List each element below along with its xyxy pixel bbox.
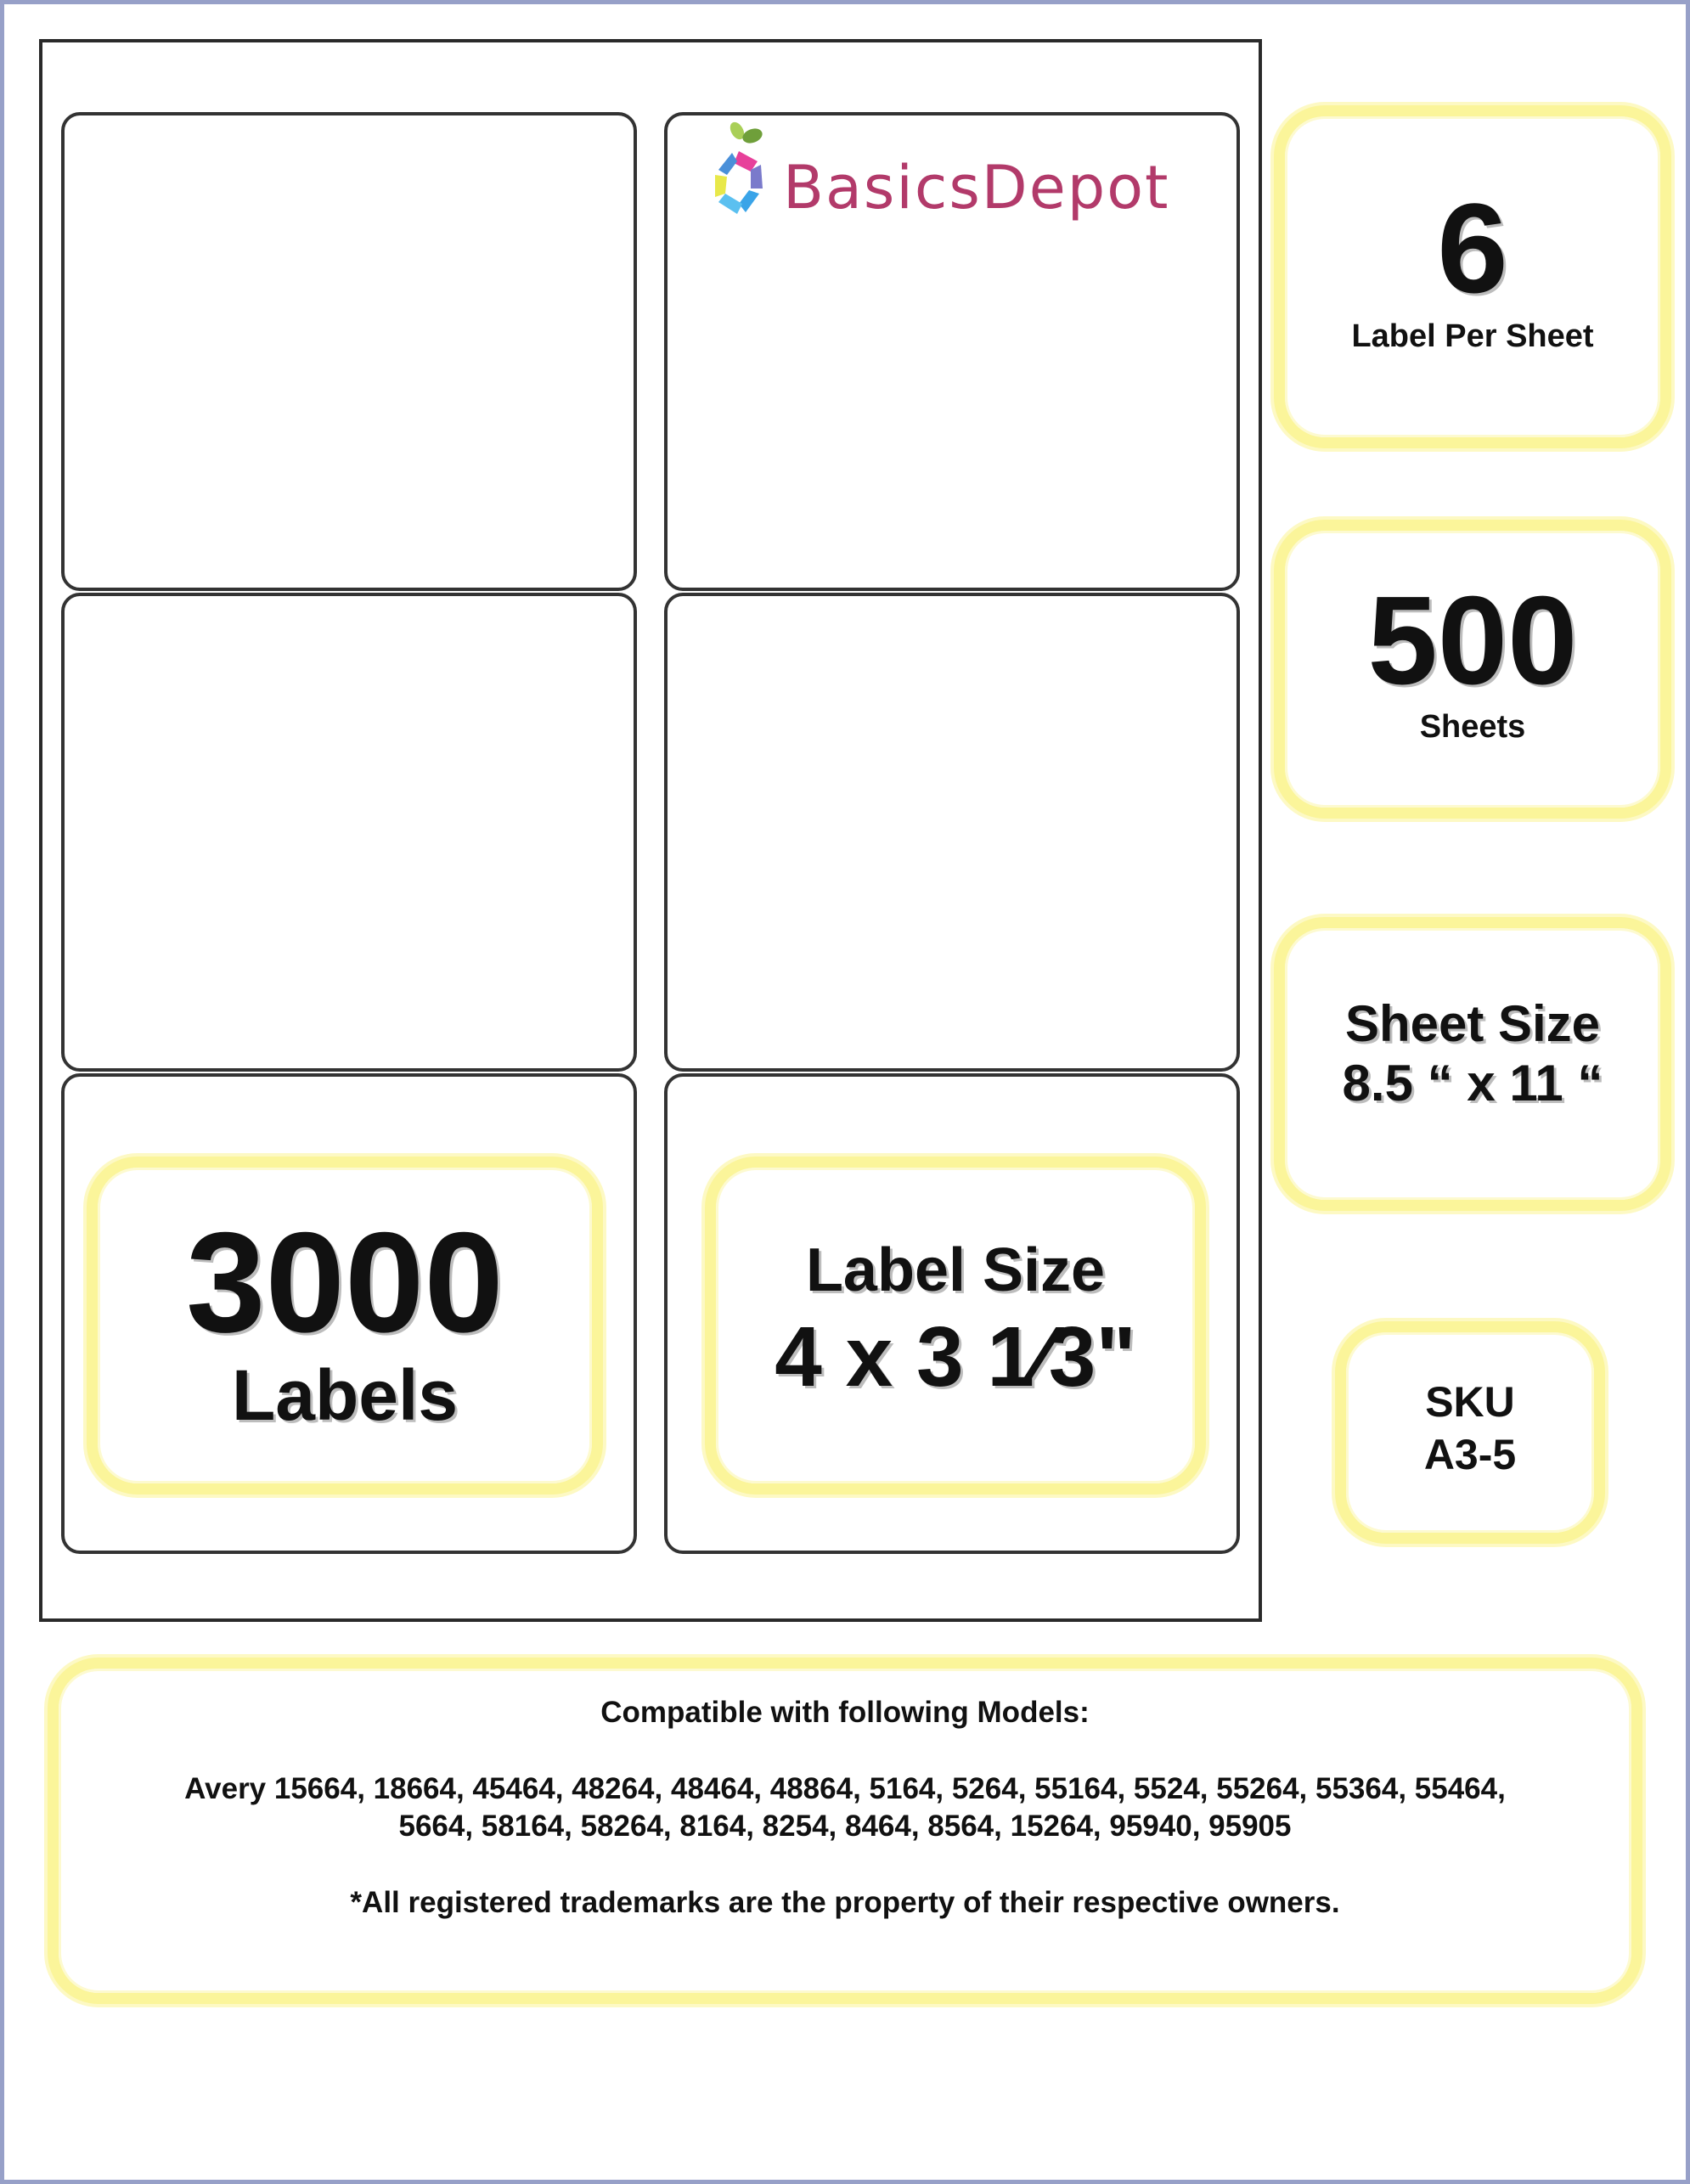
label-size-title: Label Size [805,1236,1106,1304]
sheet-size-value: 8.5 “ x 11 “ [1342,1055,1603,1112]
label-size-value: 4 x 3 1⁄3" [775,1309,1136,1404]
compat-models-line-2: 5664, 58164, 58264, 8164, 8254, 8464, 8564, 15264, 95940, 95905 [398,1810,1292,1843]
sheets-count-box [1274,520,1671,819]
brand-logo [698,121,1225,231]
sku-label: SKU [1425,1378,1515,1426]
labels-per-sheet-box [1274,105,1671,448]
label-count-value: 3000 [186,1202,504,1362]
labels-per-sheet-label: Label Per Sheet [1351,318,1594,354]
sheet-size-box [1274,917,1671,1211]
labels-per-sheet-value: 6 [1437,177,1508,319]
brand-logo-icon [698,121,783,231]
label-count-box [87,1157,603,1494]
label-cell-3 [61,593,637,1072]
sku-box [1335,1321,1605,1544]
label-cell-4 [664,593,1240,1072]
sku-value: A3-5 [1423,1431,1517,1478]
compat-heading: Compatible with following Models: [600,1696,1090,1729]
sheets-count-label: Sheets [1419,709,1526,745]
compatibility-box [48,1658,1642,2004]
brand-name: BasicsDepot [783,153,1170,222]
label-cell-1 [61,112,637,591]
sheets-count-value: 500 [1367,571,1578,711]
sheet-size-title: Sheet Size [1344,995,1601,1052]
label-count-unit: Labels [231,1355,459,1435]
compat-models-line-1: Avery 15664, 18664, 45464, 48264, 48464, 48864, 5164, 5264, 55164, 5524, 55264, 55364, 55464, [184,1772,1506,1805]
label-size-box [705,1157,1206,1494]
compat-disclaimer: *All registered trademarks are the property of their respective owners. [350,1886,1340,1919]
